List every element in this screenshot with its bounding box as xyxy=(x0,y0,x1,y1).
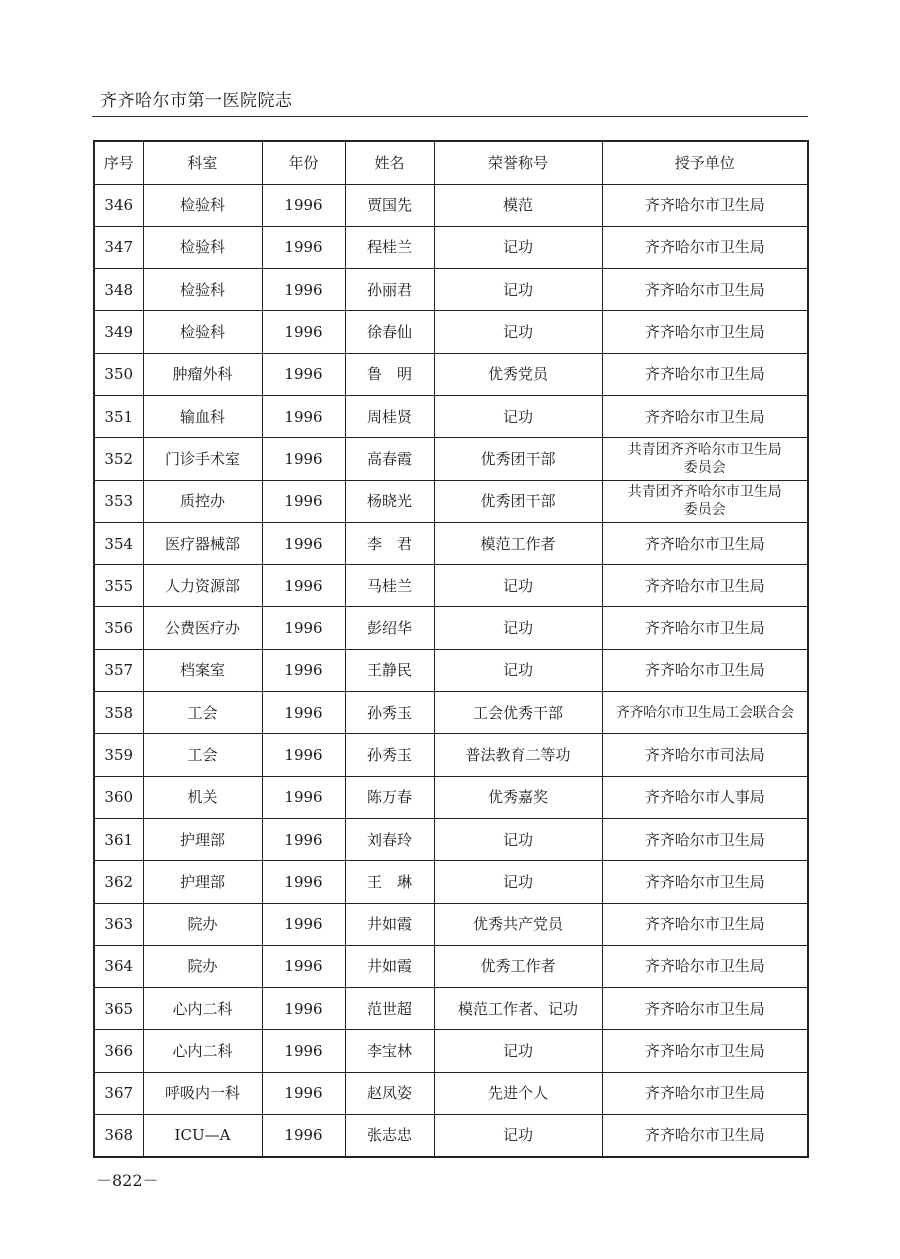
page-number: －822－ xyxy=(96,1171,159,1190)
cell-index: 359 xyxy=(94,734,143,776)
cell-index: 354 xyxy=(94,522,143,564)
cell-honor: 普法教育二等功 xyxy=(434,734,602,776)
cell-index: 368 xyxy=(94,1115,143,1157)
cell-honor: 记功 xyxy=(434,395,602,437)
cell-name: 范世超 xyxy=(345,988,434,1030)
cell-name: 徐春仙 xyxy=(345,311,434,353)
cell-honor: 记功 xyxy=(434,565,602,607)
table-row xyxy=(94,903,808,945)
cell-department: 医疗器械部 xyxy=(143,522,262,564)
cell-awarding-unit: 齐齐哈尔市卫生局 xyxy=(602,522,808,564)
cell-year: 1996 xyxy=(262,607,345,649)
table-row xyxy=(94,776,808,818)
cell-year: 1996 xyxy=(262,395,345,437)
cell-index: 366 xyxy=(94,1030,143,1072)
table-row xyxy=(94,945,808,987)
cell-year: 1996 xyxy=(262,903,345,945)
cell-honor: 优秀党员 xyxy=(434,353,602,395)
cell-honor: 记功 xyxy=(434,861,602,903)
cell-year: 1996 xyxy=(262,226,345,268)
column-header-department: 科室 xyxy=(143,141,262,184)
cell-name: 孙秀玉 xyxy=(345,692,434,734)
table-row xyxy=(94,565,808,607)
cell-index: 346 xyxy=(94,184,143,226)
cell-name: 井如霞 xyxy=(345,903,434,945)
cell-name: 鲁 明 xyxy=(345,353,434,395)
cell-department: 肿瘤外科 xyxy=(143,353,262,395)
cell-department: 质控办 xyxy=(143,480,262,522)
table-row xyxy=(94,607,808,649)
cell-year: 1996 xyxy=(262,1115,345,1157)
cell-department: ICU—A xyxy=(143,1115,262,1157)
cell-honor: 记功 xyxy=(434,269,602,311)
cell-name: 王静民 xyxy=(345,649,434,691)
cell-honor: 记功 xyxy=(434,1115,602,1157)
cell-department: 档案室 xyxy=(143,649,262,691)
cell-awarding-unit: 齐齐哈尔市卫生局 xyxy=(602,269,808,311)
cell-department: 检验科 xyxy=(143,311,262,353)
cell-department: 护理部 xyxy=(143,861,262,903)
cell-honor: 记功 xyxy=(434,818,602,860)
table-row xyxy=(94,649,808,691)
cell-index: 362 xyxy=(94,861,143,903)
cell-year: 1996 xyxy=(262,184,345,226)
table-row xyxy=(94,480,808,522)
table-row xyxy=(94,226,808,268)
cell-name: 贾国先 xyxy=(345,184,434,226)
cell-name: 程桂兰 xyxy=(345,226,434,268)
cell-awarding-unit: 齐齐哈尔市司法局 xyxy=(602,734,808,776)
cell-awarding-unit: 齐齐哈尔市人事局 xyxy=(602,776,808,818)
cell-index: 349 xyxy=(94,311,143,353)
cell-name: 周桂贤 xyxy=(345,395,434,437)
cell-index: 353 xyxy=(94,480,143,522)
table-row xyxy=(94,353,808,395)
cell-honor: 优秀共产党员 xyxy=(434,903,602,945)
cell-department: 公费医疗办 xyxy=(143,607,262,649)
cell-awarding-unit: 齐齐哈尔市卫生局 xyxy=(602,988,808,1030)
cell-honor: 优秀团干部 xyxy=(434,480,602,522)
cell-index: 355 xyxy=(94,565,143,607)
cell-honor: 记功 xyxy=(434,649,602,691)
cell-name: 李 君 xyxy=(345,522,434,564)
cell-index: 364 xyxy=(94,945,143,987)
cell-year: 1996 xyxy=(262,565,345,607)
cell-index: 356 xyxy=(94,607,143,649)
cell-honor: 记功 xyxy=(434,226,602,268)
cell-honor: 记功 xyxy=(434,607,602,649)
cell-year: 1996 xyxy=(262,692,345,734)
table-row xyxy=(94,734,808,776)
cell-awarding-unit: 齐齐哈尔市卫生局 xyxy=(602,395,808,437)
cell-department: 人力资源部 xyxy=(143,565,262,607)
cell-department: 工会 xyxy=(143,734,262,776)
table-body xyxy=(94,184,808,1157)
cell-name: 刘春玲 xyxy=(345,818,434,860)
book-title: 齐齐哈尔市第一医院院志 xyxy=(100,91,293,111)
table-row xyxy=(94,1030,808,1072)
cell-awarding-unit: 齐齐哈尔市卫生局 xyxy=(602,649,808,691)
cell-year: 1996 xyxy=(262,269,345,311)
cell-awarding-unit: 齐齐哈尔市卫生局 xyxy=(602,861,808,903)
cell-year: 1996 xyxy=(262,734,345,776)
cell-department: 心内二科 xyxy=(143,988,262,1030)
cell-index: 350 xyxy=(94,353,143,395)
cell-name: 王 琳 xyxy=(345,861,434,903)
cell-awarding-unit: 齐齐哈尔市卫生局 xyxy=(602,1115,808,1157)
cell-department: 呼吸内一科 xyxy=(143,1072,262,1114)
cell-honor: 先进个人 xyxy=(434,1072,602,1114)
cell-department: 院办 xyxy=(143,903,262,945)
cell-year: 1996 xyxy=(262,776,345,818)
cell-year: 1996 xyxy=(262,945,345,987)
header-divider xyxy=(92,116,808,117)
cell-index: 365 xyxy=(94,988,143,1030)
table-row xyxy=(94,861,808,903)
column-header-year: 年份 xyxy=(262,141,345,184)
cell-name: 孙秀玉 xyxy=(345,734,434,776)
cell-department: 检验科 xyxy=(143,184,262,226)
cell-name: 井如霞 xyxy=(345,945,434,987)
table-row xyxy=(94,818,808,860)
cell-honor: 模范工作者 xyxy=(434,522,602,564)
cell-awarding-unit: 齐齐哈尔市卫生局 xyxy=(602,353,808,395)
column-header-name: 姓名 xyxy=(345,141,434,184)
cell-index: 347 xyxy=(94,226,143,268)
cell-year: 1996 xyxy=(262,649,345,691)
cell-department: 护理部 xyxy=(143,818,262,860)
cell-year: 1996 xyxy=(262,438,345,480)
table-row xyxy=(94,184,808,226)
cell-name: 孙丽君 xyxy=(345,269,434,311)
cell-year: 1996 xyxy=(262,1030,345,1072)
cell-awarding-unit: 齐齐哈尔市卫生局 xyxy=(602,565,808,607)
cell-honor: 记功 xyxy=(434,311,602,353)
cell-name: 马桂兰 xyxy=(345,565,434,607)
table-row xyxy=(94,522,808,564)
cell-honor: 记功 xyxy=(434,1030,602,1072)
cell-department: 门诊手术室 xyxy=(143,438,262,480)
cell-index: 348 xyxy=(94,269,143,311)
cell-name: 李宝林 xyxy=(345,1030,434,1072)
table-row xyxy=(94,269,808,311)
cell-name: 彭绍华 xyxy=(345,607,434,649)
cell-year: 1996 xyxy=(262,861,345,903)
cell-year: 1996 xyxy=(262,1072,345,1114)
cell-name: 高春霞 xyxy=(345,438,434,480)
cell-index: 363 xyxy=(94,903,143,945)
table-row xyxy=(94,395,808,437)
cell-awarding-unit: 齐齐哈尔市卫生局 xyxy=(602,226,808,268)
cell-index: 358 xyxy=(94,692,143,734)
cell-year: 1996 xyxy=(262,480,345,522)
cell-honor: 优秀嘉奖 xyxy=(434,776,602,818)
cell-index: 357 xyxy=(94,649,143,691)
cell-name: 赵凤姿 xyxy=(345,1072,434,1114)
cell-department: 检验科 xyxy=(143,226,262,268)
honors-table xyxy=(93,140,809,1158)
table-row xyxy=(94,1072,808,1114)
cell-awarding-unit: 齐齐哈尔市卫生局 xyxy=(602,1072,808,1114)
cell-year: 1996 xyxy=(262,522,345,564)
cell-awarding-unit: 齐齐哈尔市卫生局 xyxy=(602,945,808,987)
cell-index: 351 xyxy=(94,395,143,437)
cell-department: 心内二科 xyxy=(143,1030,262,1072)
cell-awarding-unit: 齐齐哈尔市卫生局 xyxy=(602,903,808,945)
cell-awarding-unit: 齐齐哈尔市卫生局 xyxy=(602,311,808,353)
cell-honor: 模范 xyxy=(434,184,602,226)
cell-index: 360 xyxy=(94,776,143,818)
table-row xyxy=(94,311,808,353)
cell-awarding-unit: 齐齐哈尔市卫生局 xyxy=(602,607,808,649)
cell-name: 陈万春 xyxy=(345,776,434,818)
cell-department: 输血科 xyxy=(143,395,262,437)
cell-index: 361 xyxy=(94,818,143,860)
cell-name: 张志忠 xyxy=(345,1115,434,1157)
cell-department: 工会 xyxy=(143,692,262,734)
table-row xyxy=(94,438,808,480)
column-header-honor: 荣誉称号 xyxy=(434,141,602,184)
cell-awarding-unit: 齐齐哈尔市卫生局工会联合会 xyxy=(602,692,808,734)
cell-year: 1996 xyxy=(262,311,345,353)
cell-name: 杨晓光 xyxy=(345,480,434,522)
cell-awarding-unit: 共青团齐齐哈尔市卫生局 委员会 xyxy=(602,438,808,480)
cell-index: 367 xyxy=(94,1072,143,1114)
table-row xyxy=(94,1115,808,1157)
cell-honor: 优秀团干部 xyxy=(434,438,602,480)
cell-honor: 优秀工作者 xyxy=(434,945,602,987)
table-row xyxy=(94,988,808,1030)
cell-honor: 模范工作者、记功 xyxy=(434,988,602,1030)
cell-department: 院办 xyxy=(143,945,262,987)
cell-year: 1996 xyxy=(262,818,345,860)
table-row xyxy=(94,692,808,734)
column-header-index: 序号 xyxy=(94,141,143,184)
cell-awarding-unit: 齐齐哈尔市卫生局 xyxy=(602,1030,808,1072)
cell-year: 1996 xyxy=(262,353,345,395)
table-header-row xyxy=(94,141,808,184)
cell-department: 检验科 xyxy=(143,269,262,311)
cell-index: 352 xyxy=(94,438,143,480)
cell-awarding-unit: 齐齐哈尔市卫生局 xyxy=(602,184,808,226)
cell-honor: 工会优秀干部 xyxy=(434,692,602,734)
cell-department: 机关 xyxy=(143,776,262,818)
cell-year: 1996 xyxy=(262,988,345,1030)
column-header-awarding-unit: 授予单位 xyxy=(602,141,808,184)
cell-awarding-unit: 齐齐哈尔市卫生局 xyxy=(602,818,808,860)
cell-awarding-unit: 共青团齐齐哈尔市卫生局 委员会 xyxy=(602,480,808,522)
